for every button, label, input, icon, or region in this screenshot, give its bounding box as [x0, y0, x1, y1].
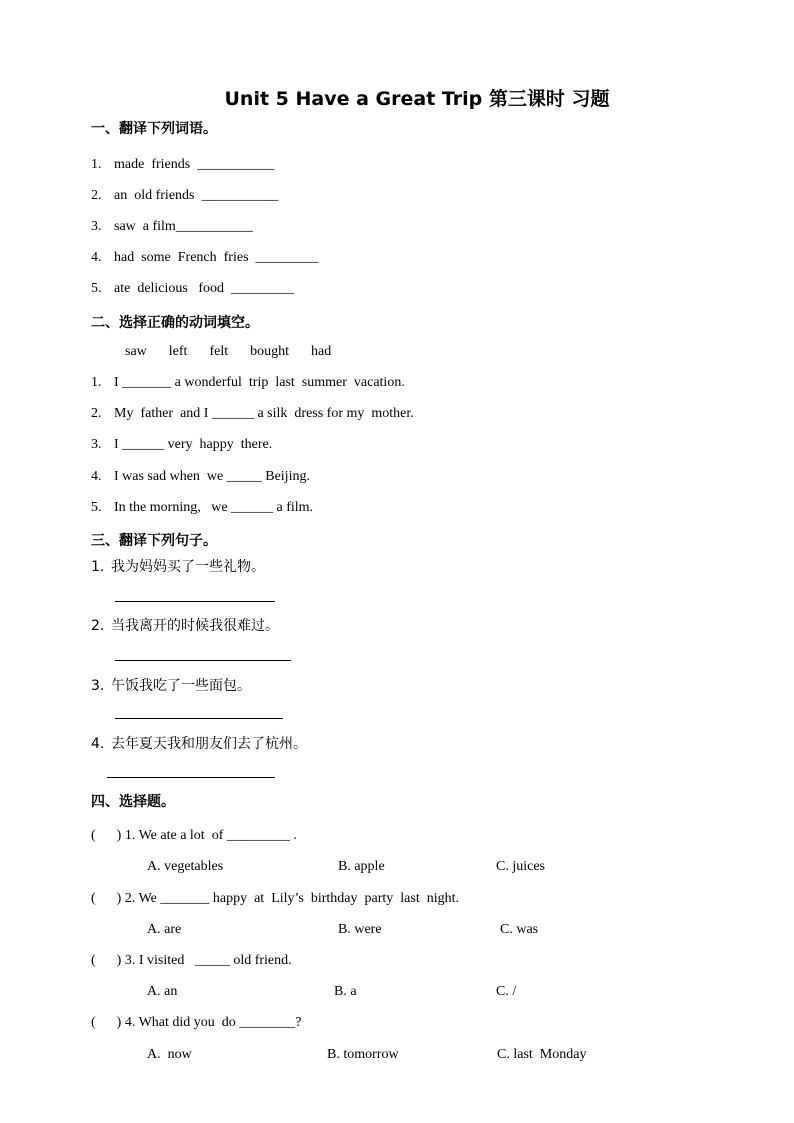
option-b: B. tomorrow	[327, 1047, 399, 1062]
item-number: 1.	[91, 375, 102, 390]
list-item	[91, 733, 307, 753]
list-item	[91, 375, 405, 391]
list-item	[91, 500, 313, 516]
item-text: 午饭我吃了一些面包。	[111, 678, 251, 694]
item-number: 4.	[91, 250, 102, 265]
option-c: C. /	[496, 984, 517, 999]
item-text: an old friends ___________	[114, 188, 279, 203]
item-number: 2.	[91, 406, 102, 421]
list-item	[91, 615, 279, 635]
option-c: C. last Monday	[497, 1047, 587, 1062]
item-text: I ______ very happy there.	[114, 437, 273, 452]
list-item	[91, 469, 310, 485]
option-b: B. a	[334, 984, 357, 999]
answer-line	[115, 660, 291, 661]
item-number: 3.	[91, 678, 105, 694]
word-bank-item: left	[168, 344, 188, 359]
item-text: ate delicious food _________	[114, 281, 295, 296]
item-text: My father and I ______ a silk dress for my mother.	[114, 406, 414, 421]
answer-line	[115, 718, 283, 719]
item-number: 1.	[91, 559, 105, 575]
option-b: B. apple	[338, 859, 385, 874]
list-item	[91, 188, 278, 204]
question-stem: ( ) 3. I visited _____ old friend.	[91, 953, 292, 968]
item-number: 2.	[91, 188, 102, 203]
option-c: C. was	[500, 922, 539, 937]
option-a: A. an	[147, 984, 178, 999]
question-stem: ( ) 4. What did you do ________?	[91, 1015, 302, 1030]
item-number: 4.	[91, 469, 102, 484]
item-number: 4.	[91, 736, 105, 752]
answer-line	[107, 777, 275, 778]
item-number: 3.	[91, 437, 102, 452]
word-bank-item: saw	[125, 344, 147, 359]
word-bank-item: bought	[250, 344, 289, 359]
word-bank	[125, 344, 353, 360]
option-a: A. vegetables	[147, 859, 224, 874]
section-1-heading: 一、翻译下列词语。	[91, 121, 217, 137]
list-item	[91, 219, 253, 235]
item-text: I was sad when we _____ Beijing.	[114, 469, 310, 484]
item-text: 当我离开的时候我很难过。	[111, 618, 279, 634]
list-item	[91, 281, 294, 297]
page-title: Unit 5 Have a Great Trip 第三课时 习题	[224, 88, 610, 110]
item-text: had some French fries _________	[114, 250, 319, 265]
answer-line	[115, 601, 275, 602]
list-item	[91, 437, 272, 453]
section-4-heading: 四、选择题。	[91, 794, 175, 810]
item-number: 3.	[91, 219, 102, 234]
item-text: made friends ___________	[114, 157, 275, 172]
item-text: saw a film___________	[114, 219, 253, 234]
item-number: 2.	[91, 618, 105, 634]
word-bank-item: had	[310, 344, 332, 359]
list-item	[91, 406, 414, 422]
item-text: 我为妈妈买了一些礼物。	[111, 559, 265, 575]
option-b: B. were	[338, 922, 382, 937]
item-text: In the morning, we ______ a film.	[114, 500, 314, 515]
item-text: 去年夏天我和朋友们去了杭州。	[111, 736, 307, 752]
option-c: C. juices	[496, 859, 545, 874]
option-a: A. now	[147, 1047, 192, 1062]
question-stem: ( ) 2. We _______ happy at Lily’s birthday party last night.	[91, 891, 460, 906]
section-2-heading: 二、选择正确的动词填空。	[91, 315, 259, 331]
list-item	[91, 157, 274, 173]
section-3-heading: 三、翻译下列句子。	[91, 533, 217, 549]
list-item	[91, 675, 251, 695]
item-number: 1.	[91, 157, 102, 172]
word-bank-item: felt	[209, 344, 229, 359]
list-item	[91, 556, 265, 576]
option-a: A. are	[147, 922, 182, 937]
item-number: 5.	[91, 281, 102, 296]
item-number: 5.	[91, 500, 102, 515]
item-text: I _______ a wonderful trip last summer vacation.	[114, 375, 405, 390]
question-stem: ( ) 1. We ate a lot of _________ .	[91, 828, 297, 843]
list-item	[91, 250, 319, 266]
